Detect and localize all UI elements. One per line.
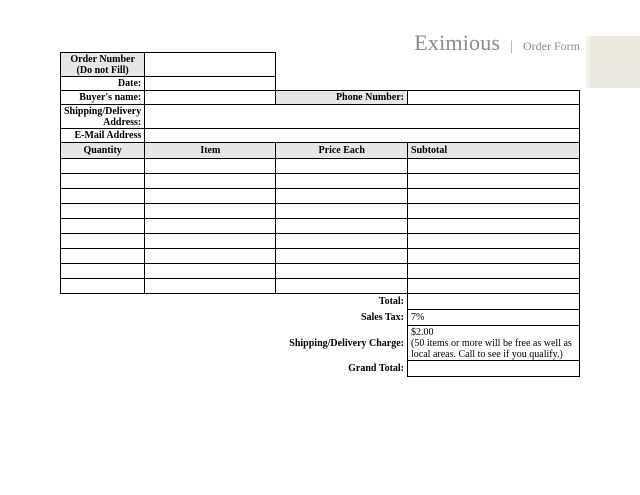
total-label: Total: [276, 294, 408, 310]
total-field[interactable] [408, 294, 580, 310]
email-address-label: E-Mail Address [61, 129, 145, 143]
shipping-charge-value: $2.00 (50 items or more will be free as well as local areas. Call to see if you qualify.) [408, 326, 580, 361]
subtotal-cell[interactable] [408, 189, 580, 204]
table-row [61, 264, 580, 279]
quantity-cell[interactable] [61, 219, 145, 234]
item-cell[interactable] [145, 219, 276, 234]
quantity-cell[interactable] [61, 249, 145, 264]
column-header-item: Item [145, 143, 276, 159]
order-info-table [60, 52, 580, 377]
price-each-cell[interactable] [276, 159, 408, 174]
date-field[interactable] [145, 77, 276, 91]
item-cell[interactable] [145, 279, 276, 294]
table-row [61, 219, 580, 234]
grand-total-field[interactable] [408, 361, 580, 377]
table-row [61, 204, 580, 219]
quantity-cell[interactable] [61, 264, 145, 279]
quantity-cell[interactable] [61, 159, 145, 174]
price-each-cell[interactable] [276, 279, 408, 294]
price-each-cell[interactable] [276, 189, 408, 204]
subtotal-cell[interactable] [408, 264, 580, 279]
blank-area [276, 77, 580, 91]
column-header-subtotal: Subtotal [408, 143, 580, 159]
blank-area [61, 294, 276, 310]
quantity-cell[interactable] [61, 174, 145, 189]
order-number-field[interactable] [145, 53, 276, 77]
subtotal-cell[interactable] [408, 204, 580, 219]
price-each-cell[interactable] [276, 219, 408, 234]
sales-tax-value: 7% [408, 310, 580, 326]
table-row [61, 249, 580, 264]
quantity-cell[interactable] [61, 279, 145, 294]
header-separator: | [510, 39, 513, 54]
blank-area [61, 361, 276, 377]
blank-area [61, 326, 276, 361]
blank-area [61, 310, 276, 326]
table-row [61, 174, 580, 189]
table-row [61, 159, 580, 174]
phone-number-field[interactable] [408, 91, 580, 105]
price-each-cell[interactable] [276, 264, 408, 279]
subtotal-cell[interactable] [408, 234, 580, 249]
item-cell[interactable] [145, 264, 276, 279]
subtotal-cell[interactable] [408, 174, 580, 189]
subtotal-cell[interactable] [408, 219, 580, 234]
shipping-address-label: Shipping/Delivery Address: [61, 105, 145, 129]
email-address-field[interactable] [145, 129, 580, 143]
subtotal-cell[interactable] [408, 279, 580, 294]
quantity-cell[interactable] [61, 234, 145, 249]
blank-area [276, 53, 580, 77]
form-title: Order Form [523, 39, 580, 53]
item-cell[interactable] [145, 159, 276, 174]
item-cell[interactable] [145, 189, 276, 204]
table-row [61, 189, 580, 204]
grand-total-label: Grand Total: [276, 361, 408, 377]
subtotal-cell[interactable] [408, 249, 580, 264]
subtotal-cell[interactable] [408, 159, 580, 174]
sales-tax-label: Sales Tax: [276, 310, 408, 326]
phone-number-label: Phone Number: [276, 91, 408, 105]
decorative-block [590, 36, 640, 88]
brand-name: Eximious [414, 30, 501, 55]
item-cell[interactable] [145, 174, 276, 189]
item-cell[interactable] [145, 249, 276, 264]
shipping-charge-label: Shipping/Delivery Charge: [276, 326, 408, 361]
quantity-cell[interactable] [61, 204, 145, 219]
shipping-address-field[interactable] [145, 105, 580, 129]
table-row [61, 234, 580, 249]
column-header-quantity: Quantity [61, 143, 145, 159]
price-each-cell[interactable] [276, 174, 408, 189]
column-header-price-each: Price Each [276, 143, 408, 159]
price-each-cell[interactable] [276, 249, 408, 264]
item-cell[interactable] [145, 204, 276, 219]
buyer-name-label: Buyer's name: [61, 91, 145, 105]
buyer-name-field[interactable] [145, 91, 276, 105]
order-number-label: Order Number (Do not Fill) [61, 53, 145, 77]
quantity-cell[interactable] [61, 189, 145, 204]
price-each-cell[interactable] [276, 234, 408, 249]
item-cell[interactable] [145, 234, 276, 249]
date-label: Date: [61, 77, 145, 91]
table-row [61, 279, 580, 294]
price-each-cell[interactable] [276, 204, 408, 219]
